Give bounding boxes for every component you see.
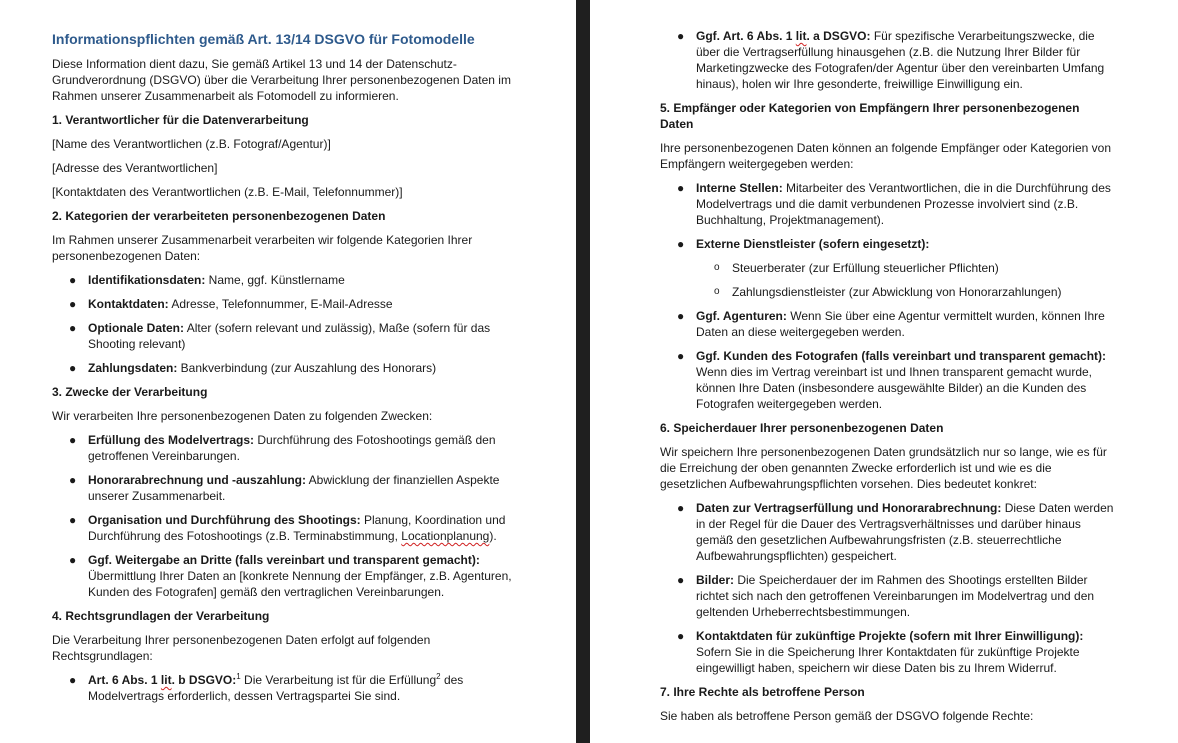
section-6-intro: Wir speichern Ihre personenbezogenen Daten grundsätzlich nur so lange, wie es für die Erreichung der oben genannten Zwecke erforderlich ist und wie es die gesetzlichen Aufbewahrungspflichten vorsehen. Dies bedeutet konkret: — [660, 445, 1107, 491]
circle-bullet-icon: o — [714, 286, 720, 297]
list-item: ● Ggf. Kunden des Fotografen (falls vereinbart und transparent gemacht): Wenn dies im Vertrag vereinbart ist und Ihnen transparent gemacht wurde, können Ihre Daten (insbesondere ausgewählte Bilder) an die Kunden des Fotografen weitergegeben werden. — [677, 349, 1107, 411]
document-page-right — [590, 0, 1178, 743]
list-item: ● Bilder: Die Speicherdauer der im Rahmen des Shootings erstellten Bilder richtet sich nach den getroffenen Vereinbarungen im Modelvertrag und den geltenden Urheberrechtsbestimmungen. — [677, 573, 1095, 619]
list-item: ● Ggf. Weitergabe an Dritte (falls vereinbart und transparent gemacht): Übermittlung Ihrer Daten an [konkrete Nennung der Empfänger, z.B. Agenturen, Kunden des Fotografen] gemäß den vertraglichen Vereinbarungen. — [69, 553, 512, 599]
section-heading-4: 4. Rechtsgrundlagen der Verarbeitung — [52, 609, 270, 623]
section-2-intro: Im Rahmen unserer Zusammenarbeit verarbeiten wir folgende Kategorien Ihrer personenbezogenen Daten: — [52, 233, 473, 263]
spellcheck-word[interactable]: lit — [795, 29, 807, 43]
bullet-icon: ● — [69, 297, 77, 311]
bullet-icon: ● — [677, 29, 685, 43]
list-item: ● Interne Stellen: Mitarbeiter des Verantwortlichen, die in die Durchführung des Modelvertrags und die damit verbundenen Prozesse involviert sind (z.B. Buchhaltung, Projektmanagement). — [677, 181, 1111, 227]
intro-paragraph: Diese Information dient dazu, Sie gemäß Artikel 13 und 14 der Datenschutz-Grundverordnung (DSGVO) über die Verarbeitung Ihrer personenbezogenen Daten im Rahmen unserer Zusammenarbeit als Fotomodell zu informieren. — [52, 57, 511, 103]
list-item: ● Ggf. Agenturen: Wenn Sie über eine Agentur vermittelt wurden, können Ihre Daten an diese weitergegeben werden. — [677, 309, 1105, 339]
list-item: ● Art. 6 Abs. 1 lit. b DSGVO:$^1$ Die Verarbeitung ist für die Erfüllung$^2$ des Modelvertrags erforderlich, dessen Vertragspartei Sie sind. — [69, 672, 464, 703]
circle-bullet-icon: o — [714, 262, 720, 273]
list-item: ● Erfüllung des Modelvertrags: Durchführung des Fotoshootings gemäß den getroffenen Vereinbarungen. — [69, 433, 496, 463]
legal-basis-list — [52, 672, 512, 704]
section-heading-7: 7. Ihre Rechte als betroffene Person — [660, 685, 865, 699]
page-content — [660, 28, 1115, 732]
bullet-icon: ● — [677, 629, 685, 643]
recipients-list — [660, 180, 1115, 412]
data-categories-list — [52, 272, 512, 376]
list-item: ● Daten zur Vertragserfüllung und Honorarabrechnung: Diese Daten werden in der Regel für die Dauer des Vertragsverhältnisses und darüber hinaus gemäß den gesetzlichen Aufbewahrungsfristen (z.B. steuerrechtliche Aufbewahrungspflichten) gespeichert. — [677, 501, 1114, 563]
section-7-intro: Sie haben als betroffene Person gemäß der DSGVO folgende Rechte: — [660, 709, 1034, 723]
section-5-intro: Ihre personenbezogenen Daten können an folgende Empfänger oder Kategorien von Empfängern weitergegeben werden: — [660, 141, 1112, 171]
bullet-icon: ● — [677, 181, 685, 195]
bullet-icon: ● — [677, 309, 685, 323]
spellcheck-word[interactable]: Locationplanung — [401, 529, 490, 543]
controller-address: [Adresse des Verantwortlichen] — [52, 161, 218, 175]
controller-name: [Name des Verantwortlichen (z.B. Fotograf/Agentur)] — [52, 137, 331, 151]
purposes-list — [52, 432, 512, 600]
legal-basis-list-cont — [660, 28, 1115, 92]
list-item: ● Kontaktdaten für zukünftige Projekte (sofern mit Ihrer Einwilligung): Sofern Sie in die Speicherung Ihrer Kontaktdaten für zukünftige Projekte eingewilligt haben, speichern wir diese Daten bis zu Ihrem Widerruf. — [677, 629, 1084, 675]
section-4-intro: Die Verarbeitung Ihrer personenbezogenen Daten erfolgt auf folgenden Rechtsgrundlagen: — [52, 633, 431, 663]
list-item: ● Zahlungsdaten: Bankverbindung (zur Auszahlung des Honorars) — [69, 361, 437, 375]
page-divider — [576, 0, 590, 743]
bullet-icon: ● — [69, 673, 77, 687]
sub-list-item: o Zahlungsdienstleister (zur Abwicklung von Honorarzahlungen) — [714, 285, 1062, 299]
section-3-intro: Wir verarbeiten Ihre personenbezogenen Daten zu folgenden Zwecken: — [52, 409, 433, 423]
list-item: ● Externe Dienstleister (sofern eingesetzt): o Steuerberater (zur Erfüllung steuerlicher Pflichten) o Zahlungsdienstleister (zur Abwicklung von Honorarzahlungen) — [660, 236, 1115, 300]
section-heading-1: 1. Verantwortlicher für die Datenverarbeitung — [52, 113, 309, 127]
bullet-icon: ● — [69, 433, 77, 447]
retention-list — [660, 500, 1115, 676]
section-heading-6: 6. Speicherdauer Ihrer personenbezogenen Daten — [660, 421, 944, 435]
section-heading-5: 5. Empfänger oder Kategorien von Empfängern Ihrer personenbezogenen Daten — [660, 101, 1080, 131]
footnote-ref[interactable]: 2 — [436, 672, 441, 681]
bullet-icon: ● — [677, 501, 685, 515]
list-item: ● Ggf. Art. 6 Abs. 1 lit. a DSGVO: Für spezifische Verarbeitungszwecke, die über die Vertragserfüllung hinausgehen (z.B. die Nutzung Ihrer Bilder für Marketingzwecke des Fotografen/der Agentur über den vereinbarten Umfang hinaus), holen wir Ihre gesonderte, freiwillige Einwilligung ein. — [677, 29, 1105, 91]
sub-list — [696, 260, 1115, 300]
bullet-icon: ● — [69, 513, 77, 527]
section-heading-2: 2. Kategorien der verarbeiteten personenbezogenen Daten — [52, 209, 386, 223]
list-item: ● Optionale Daten: Alter (sofern relevant und zulässig), Maße (sofern für das Shooting relevant) — [69, 321, 491, 351]
bullet-icon: ● — [69, 553, 77, 567]
bullet-icon: ● — [677, 237, 685, 251]
bullet-icon: ● — [69, 321, 77, 335]
bullet-icon: ● — [69, 273, 77, 287]
page-content — [52, 30, 512, 712]
controller-contact: [Kontaktdaten des Verantwortlichen (z.B. E-Mail, Telefonnummer)] — [52, 185, 403, 199]
sub-list-item: o Steuerberater (zur Erfüllung steuerlicher Pflichten) — [714, 261, 999, 275]
spellcheck-word[interactable]: lit — [160, 673, 172, 687]
bullet-icon: ● — [677, 573, 685, 587]
footnote-ref[interactable]: 1 — [236, 672, 241, 681]
list-item: ● Organisation und Durchführung des Shootings: Planung, Koordination und Durchführung des Fotoshootings (z.B. Terminabstimmung, Locationplanung). — [69, 513, 506, 543]
bullet-icon: ● — [677, 349, 685, 363]
document-page-left — [0, 0, 576, 743]
bullet-icon: ● — [69, 473, 77, 487]
list-item: ● Kontaktdaten: Adresse, Telefonnummer, E-Mail-Adresse — [69, 297, 393, 311]
bullet-icon: ● — [69, 361, 77, 375]
document-title: Informationspflichten gemäß Art. 13/14 DSGVO für Fotomodelle — [52, 31, 475, 47]
list-item: ● Honorarabrechnung und -auszahlung: Abwicklung der finanziellen Aspekte unserer Zusammenarbeit. — [69, 473, 500, 503]
section-heading-3: 3. Zwecke der Verarbeitung — [52, 385, 208, 399]
list-item: ● Identifikationsdaten: Name, ggf. Künstlername — [69, 273, 345, 287]
